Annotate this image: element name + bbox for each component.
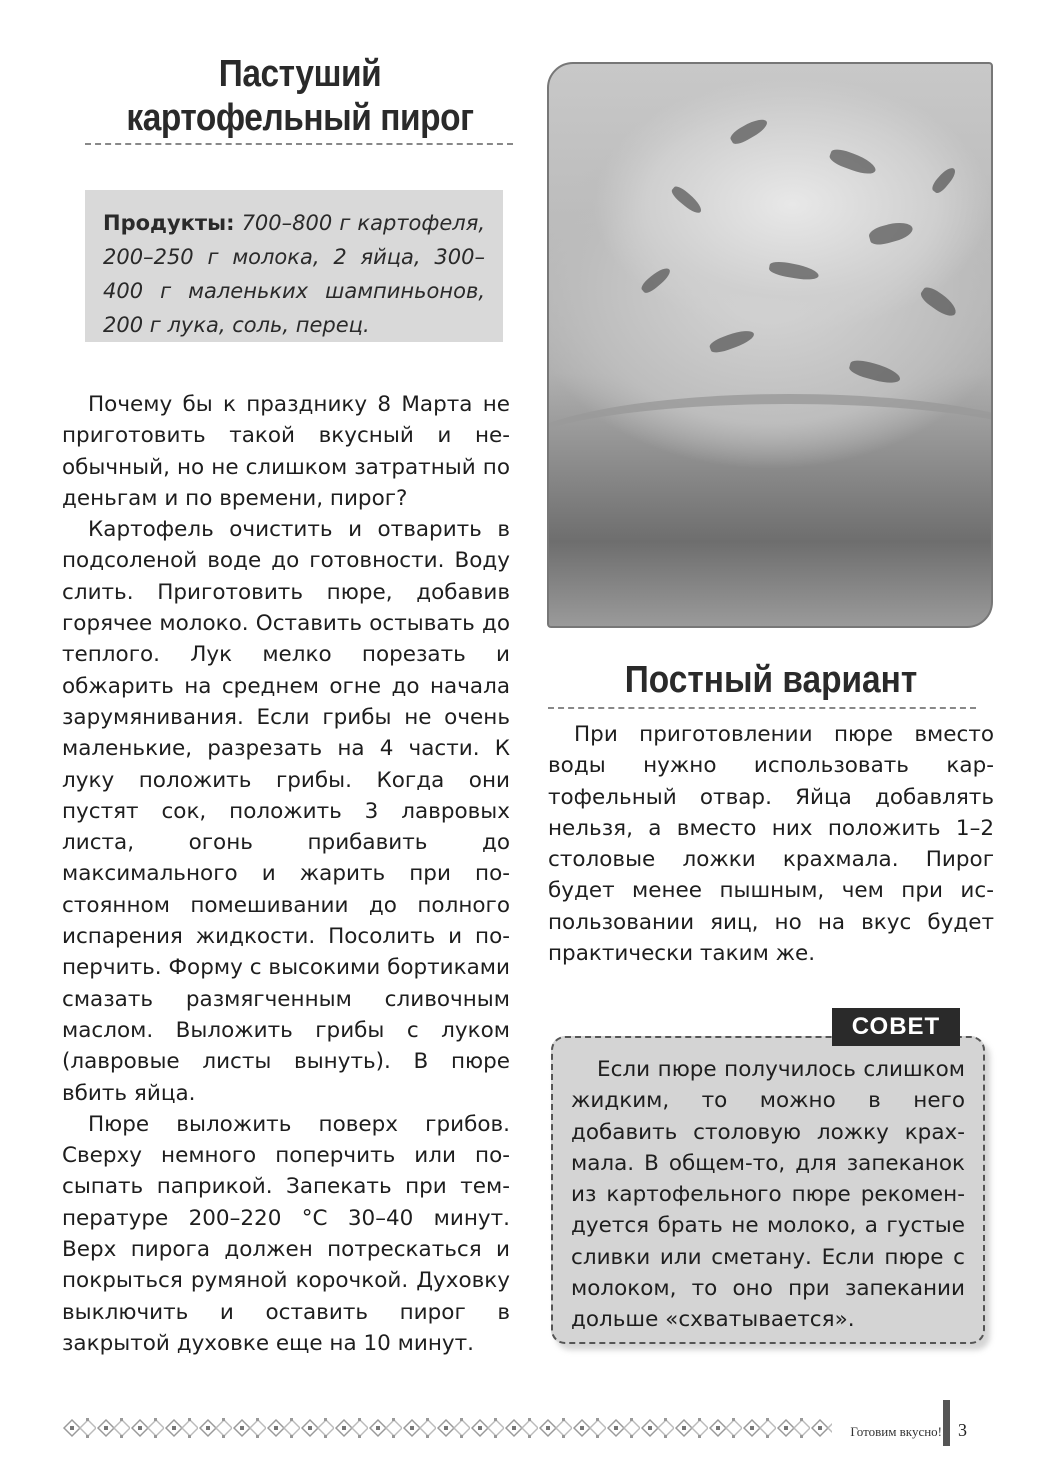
products-text: 700–800 г картофеля, 200–250 г молока, 2 яйца, 300–400 г маленьких шампиньонов, 200 г лука, соль, перец. bbox=[103, 211, 485, 337]
products-box bbox=[85, 190, 503, 342]
herb-garnish bbox=[828, 146, 879, 177]
products-label: Продукты: bbox=[103, 211, 235, 235]
article-paragraph: Картофель очистить и отварить в подсоленой воде до готовности. Воду слить. Приготовить пюре, добавив горячее молоко. Оставить остывать до теплого. Лук мелко порезать и обжарить на среднем огне до начала зарумянивания. Если грибы не очень маленькие, разрезать на 4 части. К луку положить грибы. Когда они пустят сок, положить 3 лавровых листа, огонь прибавить до максимального и жарить при постоянном помешивании до полного испарения жидкости. Посолить и поперчить. Форму с высокими бортиками смазать размягченным сливочным маслом. Выложить грибы с луком (лавровые листы вынуть). В пюре вбить яйца. bbox=[62, 517, 510, 1106]
herb-garnish bbox=[708, 327, 756, 356]
title-divider bbox=[85, 143, 513, 145]
article-paragraph: Пюре выложить поверх грибов. Сверху немного поперчить или посыпать паприкой. Запекать при температуре 200–220 °С 30–40 минут. Верх пирога должен потрескаться и покрыться румяной корочкой. Духовку выключить и оставить пирог в закрытой духовке еще на 10 минут. bbox=[62, 1111, 510, 1356]
article-title-line2: картофельный пирог bbox=[126, 97, 474, 139]
herb-garnish bbox=[918, 284, 960, 320]
herb-garnish bbox=[669, 184, 704, 216]
article-title bbox=[106, 52, 493, 140]
lenten-title-divider bbox=[548, 707, 976, 709]
herb-garnish bbox=[848, 358, 902, 387]
dish-rim bbox=[547, 394, 993, 514]
footer-section-name: Готовим вкусно! bbox=[850, 1424, 942, 1439]
article-title-line1: Пастуший bbox=[218, 53, 382, 95]
herb-garnish bbox=[930, 165, 958, 196]
footer-ornament bbox=[62, 1410, 832, 1446]
lenten-body bbox=[548, 719, 994, 969]
advice-paragraph: Если пюре получилось слишком жидким, то можно в него добавить столовую ложку крахмала. В общем-то, для запеканок из картофельного пюре рекомендуется брать не молоко, а густые сливки или сметану. Если пюре с молоком, то оно при запекании дольше «схватывается». bbox=[571, 1057, 965, 1333]
advice-badge: СОВЕТ bbox=[832, 1008, 960, 1046]
pie-photo bbox=[547, 62, 993, 628]
article-paragraph: Почему бы к празднику 8 Марта не приготовить такой вкусный и необычный, но не слишком затратный по деньгам и по времени, пирог? bbox=[62, 392, 510, 511]
lenten-title: Постный вариант bbox=[624, 659, 918, 701]
article-body bbox=[62, 389, 510, 1359]
advice-text bbox=[571, 1054, 965, 1336]
herb-garnish bbox=[728, 115, 770, 147]
herb-garnish bbox=[639, 264, 673, 295]
page-number: 3 bbox=[958, 1420, 967, 1440]
herb-garnish bbox=[867, 219, 914, 248]
footer-bar bbox=[943, 1400, 950, 1446]
lenten-paragraph: При приготовлении пюре вместо воды нужно использовать картофельный отвар. Яйца добавлять нельзя, а вместо них положить 1–2 столовые ложки крахмала. Пирог будет менее пышным, чем при использовании яиц, но на вкус будет практически таким же. bbox=[548, 722, 994, 967]
advice-box bbox=[551, 1036, 985, 1344]
herb-garnish bbox=[768, 260, 820, 282]
